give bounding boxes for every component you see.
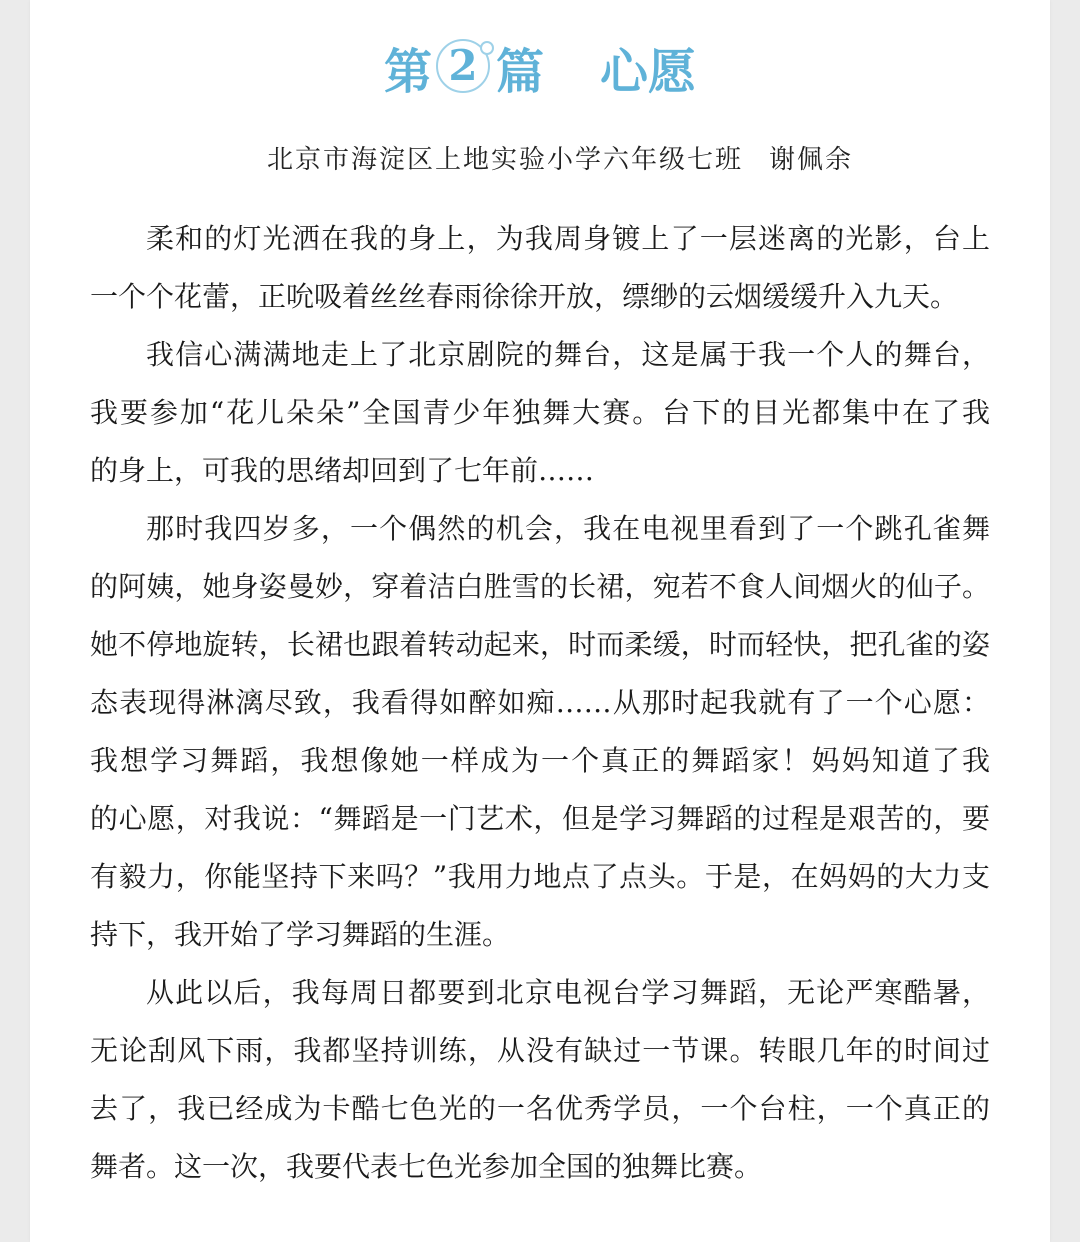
chapter-number: 2 xyxy=(448,41,478,90)
title-prefix: 第 xyxy=(383,43,432,100)
chapter-number-badge xyxy=(436,39,492,95)
paragraph-line: 的阿姨，她身姿曼妙，穿着洁白胜雪的长裙，宛若不食人间烟火的仙子。 xyxy=(90,570,990,603)
paragraph-line: 无论刮风下雨，我都坚持训练，从没有缺过一节课。转眼几年的时间过 xyxy=(90,1034,990,1067)
title-suffix: 篇 xyxy=(495,43,544,100)
paragraph-line: 有毅力，你能坚持下来吗？”我用力地点了点头。于是，在妈妈的大力支 xyxy=(90,860,990,893)
paragraph-line: 的心愿，对我说：“舞蹈是一门艺术，但是学习舞蹈的过程是艰苦的，要 xyxy=(90,802,990,835)
paragraph-line: 她不停地旋转，长裙也跟着转动起来，时而柔缓，时而轻快，把孔雀的姿 xyxy=(90,628,990,661)
paragraph-line: 柔和的灯光洒在我的身上，为我周身镀上了一层迷离的光影，台上 xyxy=(146,222,990,255)
paragraph xyxy=(90,500,990,964)
paragraph xyxy=(90,964,990,1196)
paragraph-line: 态表现得淋漓尽致，我看得如醉如痴……从那时起我就有了一个心愿： xyxy=(90,686,990,719)
paragraph-line: 的身上，可我的思绪却回到了七年前…… xyxy=(90,454,595,487)
author-line xyxy=(230,140,890,180)
paragraph-line: 我信心满满地走上了北京剧院的舞台，这是属于我一个人的舞台， xyxy=(146,338,990,371)
paragraph-line: 从此以后，我每周日都要到北京电视台学习舞蹈，无论严寒酷暑， xyxy=(146,976,990,1009)
paragraph xyxy=(90,326,990,500)
paragraph-line: 舞者。这一次，我要代表七色光参加全国的独舞比赛。 xyxy=(90,1150,763,1183)
essay-title: 心愿 xyxy=(600,43,697,100)
paragraph-line: 那时我四岁多，一个偶然的机会，我在电视里看到了一个跳孔雀舞 xyxy=(146,512,990,545)
paragraph xyxy=(90,210,990,326)
paragraph-line: 我要参加“花儿朵朵”全国青少年独舞大赛。台下的目光都集中在了我 xyxy=(90,396,990,429)
paragraph-line: 我想学习舞蹈，我想像她一样成为一个真正的舞蹈家！妈妈知道了我 xyxy=(90,744,990,777)
essay-body xyxy=(90,210,990,1196)
paragraph-line: 一个个花蕾，正吮吸着丝丝春雨徐徐开放，缥缈的云烟缓缓升入九天。 xyxy=(90,280,959,313)
chapter-title xyxy=(30,26,1050,108)
author-name: 谢佩余 xyxy=(769,145,854,175)
paragraph-line: 去了，我已经成为卡酷七色光的一名优秀学员，一个台柱，一个真正的 xyxy=(90,1092,990,1125)
author-school: 北京市海淀区上地实验小学六年级七班 xyxy=(266,145,743,175)
document-page xyxy=(30,0,1050,1242)
paragraph-line: 持下，我开始了学习舞蹈的生涯。 xyxy=(90,918,511,951)
